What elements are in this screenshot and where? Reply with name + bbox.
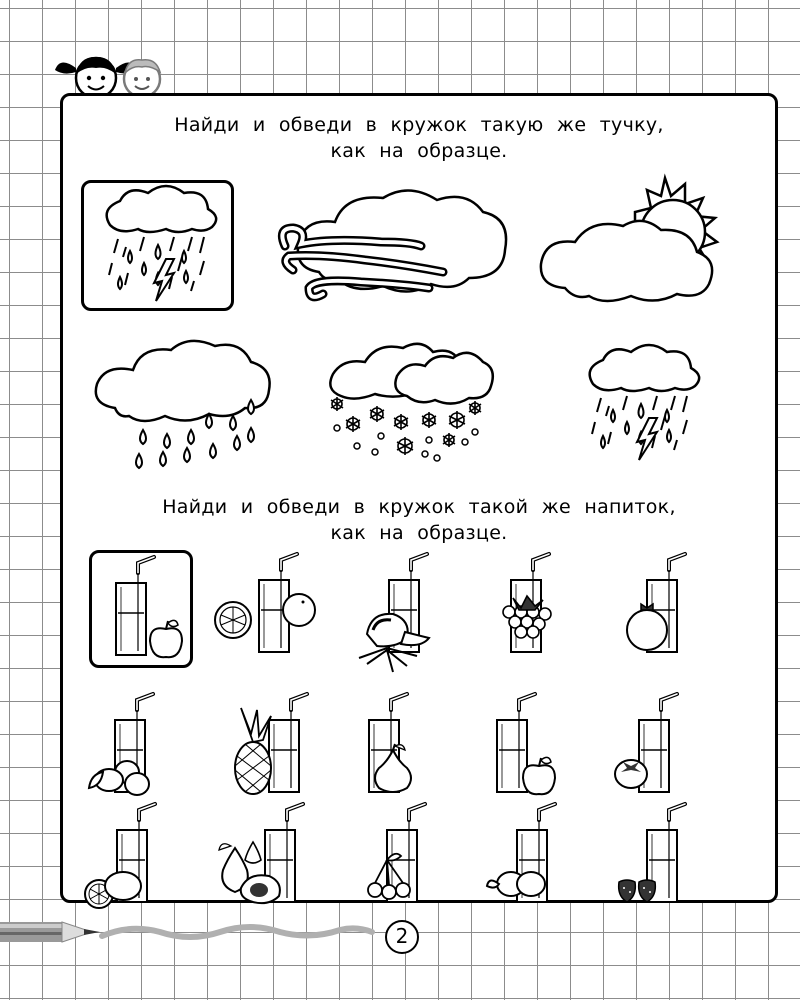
orange-drink-icon bbox=[223, 550, 333, 668]
pineapple-drink-icon bbox=[223, 690, 333, 808]
cherries-drink-icon bbox=[357, 800, 467, 918]
apple-drink-icon bbox=[92, 553, 196, 671]
apple-drink-icon bbox=[489, 690, 599, 808]
lemon-drink-icon bbox=[91, 800, 201, 918]
task2-line-1: Найди и обведи в кружок такой же напиток, bbox=[162, 496, 676, 518]
drink-cherries[interactable] bbox=[357, 800, 467, 918]
drink-apple[interactable] bbox=[489, 690, 599, 808]
task1-instruction bbox=[63, 112, 775, 164]
sample-drink-apple bbox=[89, 550, 193, 668]
drink-grapes[interactable] bbox=[489, 550, 599, 668]
task2-line-2: как на образце. bbox=[330, 522, 508, 544]
drink-pomegranate[interactable] bbox=[617, 550, 727, 668]
grapes-drink-icon bbox=[489, 550, 599, 668]
sample-cloud-rain-lightning bbox=[81, 180, 234, 311]
page-number: 2 bbox=[385, 920, 419, 954]
cloud-wind[interactable] bbox=[271, 184, 511, 314]
cloud-sun[interactable] bbox=[535, 172, 735, 322]
cloud-snow[interactable] bbox=[325, 336, 495, 472]
drink-apricots[interactable] bbox=[91, 690, 201, 808]
coconut-drink-icon bbox=[357, 550, 467, 668]
pomegranate-drink-icon bbox=[617, 550, 727, 668]
drink-plums[interactable] bbox=[489, 800, 599, 918]
task2-instruction bbox=[63, 494, 775, 546]
tomato-drink-icon bbox=[617, 690, 727, 808]
drink-lemon[interactable] bbox=[91, 800, 201, 918]
drink-pear[interactable] bbox=[357, 690, 467, 808]
plums-drink-icon bbox=[489, 800, 599, 918]
pear-drink-icon bbox=[357, 690, 467, 808]
apricots-drink-icon bbox=[91, 690, 201, 808]
drink-orange[interactable] bbox=[223, 550, 333, 668]
strawberries-drink-icon bbox=[617, 800, 727, 918]
task1-line-2: как на образце. bbox=[330, 140, 508, 162]
drink-tomato[interactable] bbox=[617, 690, 727, 808]
drink-pineapple[interactable] bbox=[223, 690, 333, 808]
drink-strawberries[interactable] bbox=[617, 800, 727, 918]
pear-avocado-drink-icon bbox=[223, 800, 333, 918]
cloud-rain-lightning[interactable] bbox=[573, 344, 707, 474]
exercise-card bbox=[60, 93, 778, 903]
drink-pear-avocado[interactable] bbox=[223, 800, 333, 918]
task1-line-1: Найди и обведи в кружок такую же тучку, bbox=[174, 114, 664, 136]
pencil-icon bbox=[0, 910, 380, 964]
drink-coconut[interactable] bbox=[357, 550, 467, 668]
cloud-rain[interactable] bbox=[91, 336, 273, 476]
